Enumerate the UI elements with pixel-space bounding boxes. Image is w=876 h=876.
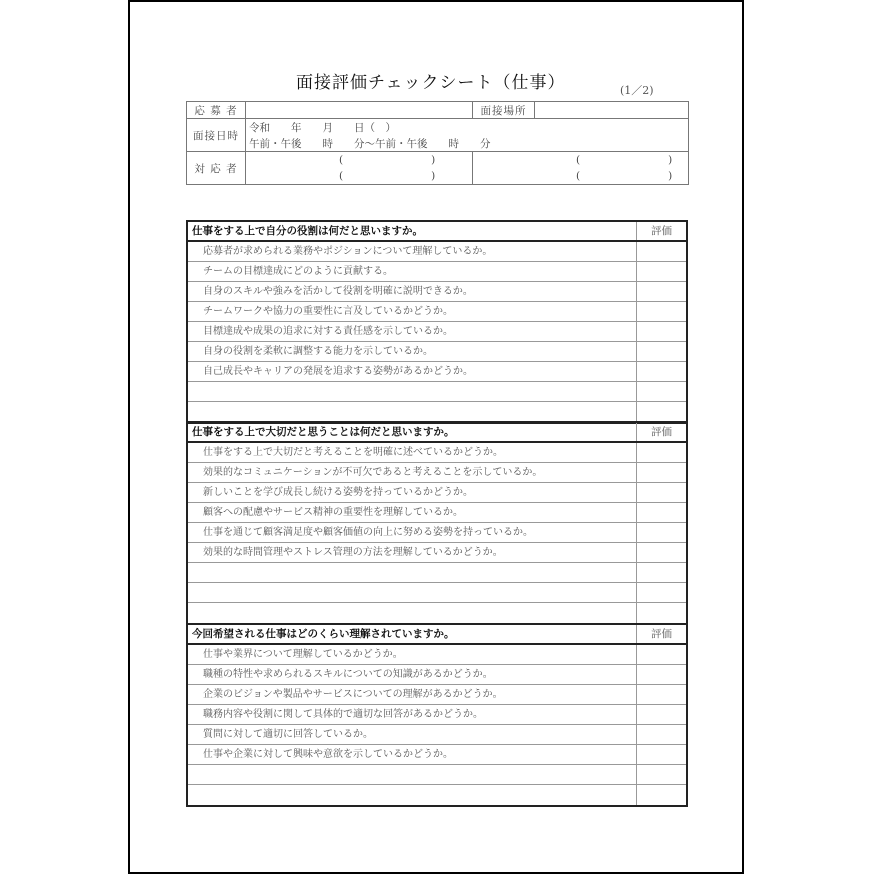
checklist-row	[188, 242, 686, 262]
checklist-row	[188, 765, 686, 785]
eval-cell[interactable]	[636, 382, 686, 401]
location-label: 面接場所	[473, 102, 535, 119]
interviewer-field-3[interactable]: ( )	[246, 168, 473, 185]
checklist-row	[188, 523, 686, 543]
section-role	[186, 220, 688, 424]
eval-column-header: 評価	[636, 625, 686, 643]
checklist-item-text	[188, 765, 636, 784]
checklist-row	[188, 382, 686, 402]
datetime-label: 面接日時	[187, 119, 246, 152]
checklist-item-text: 効果的なコミュニケーションが不可欠であると考えることを示しているか。	[203, 467, 543, 478]
eval-cell[interactable]	[636, 645, 686, 664]
applicant-field[interactable]	[246, 102, 473, 119]
checklist-row	[188, 402, 686, 422]
eval-cell[interactable]	[636, 603, 686, 623]
eval-cell[interactable]	[636, 262, 686, 281]
document-title: 面接評価チェックシート（仕事）	[296, 73, 566, 93]
checklist-item-text	[188, 583, 636, 602]
eval-cell[interactable]	[636, 342, 686, 361]
checklist-row	[188, 745, 686, 765]
eval-cell[interactable]	[636, 463, 686, 482]
checklist-row	[188, 282, 686, 302]
checklist-item-text: 自己成長やキャリアの発展を追求する姿勢があるかどうか。	[203, 366, 473, 377]
checklist-item-text: 職種の特性や求められるスキルについての知識があるかどうか。	[203, 669, 493, 680]
checklist-item-text: 仕事や企業に対して興味や意欲を示しているかどうか。	[203, 749, 453, 760]
eval-cell[interactable]	[636, 543, 686, 562]
checklist-row	[188, 563, 686, 583]
checklist-row	[188, 543, 686, 563]
checklist-item-text: 企業のビジョンや製品やサービスについての理解があるかどうか。	[203, 689, 503, 700]
checklist-row	[188, 645, 686, 665]
checklist-item-text: 効果的な時間管理やストレス管理の方法を理解しているかどうか。	[203, 547, 503, 558]
date-field[interactable]: 令和 年 月 日（ ）	[246, 119, 689, 136]
section-header	[188, 625, 686, 645]
eval-cell[interactable]	[636, 503, 686, 522]
section-header	[188, 222, 686, 242]
eval-cell[interactable]	[636, 583, 686, 602]
interviewer-field-4[interactable]: ( )	[473, 168, 689, 185]
checklist-item-text: 仕事を通じて顧客満足度や顧客価値の向上に努める姿勢を持っているか。	[203, 527, 533, 538]
checklist-row	[188, 302, 686, 322]
checklist-item-text: 仕事や業界について理解しているかどうか。	[203, 649, 403, 660]
eval-cell[interactable]	[636, 785, 686, 805]
eval-column-header: 評価	[636, 222, 686, 240]
eval-cell[interactable]	[636, 523, 686, 542]
checklist-item-text: 目標達成や成果の追求に対する責任感を示しているか。	[203, 326, 453, 337]
eval-cell[interactable]	[636, 302, 686, 321]
checklist-item-text	[188, 563, 636, 582]
checklist-item-text: 自身のスキルや強みを活かして役割を明確に説明できるか。	[203, 286, 473, 297]
checklist-item-text: 仕事をする上で大切だと考えることを明確に述べているかどうか。	[203, 447, 503, 458]
checklist-item-text: 自身の役割を柔軟に調整する能力を示しているか。	[203, 346, 433, 357]
checklist-item-text: 職務内容や役割に関して具体的で適切な回答があるかどうか。	[203, 709, 483, 720]
eval-cell[interactable]	[636, 685, 686, 704]
applicant-label: 応 募 者	[187, 102, 246, 119]
checklist-item-text	[188, 382, 636, 401]
eval-column-header: 評価	[636, 423, 686, 441]
checklist-row	[188, 342, 686, 362]
checklist-item-text	[188, 402, 636, 422]
eval-cell[interactable]	[636, 705, 686, 724]
eval-cell[interactable]	[636, 745, 686, 764]
eval-cell[interactable]	[636, 563, 686, 582]
eval-cell[interactable]	[636, 282, 686, 301]
interviewer-label: 対 応 者	[187, 152, 246, 185]
checklist-row	[188, 483, 686, 503]
eval-cell[interactable]	[636, 665, 686, 684]
checklist-item-text	[188, 603, 636, 623]
checklist-item-text: 応募者が求められる業務やポジションについて理解しているか。	[203, 246, 493, 257]
eval-cell[interactable]	[636, 765, 686, 784]
location-field[interactable]	[535, 102, 689, 119]
checklist-item-text: 質問に対して適切に回答しているか。	[203, 729, 373, 740]
checklist-row	[188, 463, 686, 483]
interview-info-table	[186, 101, 689, 185]
interviewer-field-1[interactable]: ( )	[246, 152, 473, 169]
eval-cell[interactable]	[636, 443, 686, 462]
checklist-row	[188, 362, 686, 382]
time-field[interactable]: 午前・午後 時 分〜午前・午後 時 分	[246, 135, 689, 152]
eval-cell[interactable]	[636, 362, 686, 381]
eval-cell[interactable]	[636, 725, 686, 744]
section-understanding	[186, 623, 688, 807]
section-question: 仕事をする上で大切だと思うことは何だと思いますか。	[192, 426, 455, 438]
checklist-row	[188, 322, 686, 342]
checklist-item-text: チームの目標達成にどのように貢献する。	[203, 266, 393, 277]
checklist-item-text	[188, 785, 636, 805]
checklist-row	[188, 725, 686, 745]
checklist-row	[188, 503, 686, 523]
section-header	[188, 423, 686, 443]
checklist-row	[188, 665, 686, 685]
eval-cell[interactable]	[636, 242, 686, 261]
checklist-row	[188, 603, 686, 623]
eval-cell[interactable]	[636, 322, 686, 341]
section-question: 仕事をする上で自分の役割は何だと思いますか。	[192, 225, 423, 237]
eval-cell[interactable]	[636, 402, 686, 422]
checklist-row	[188, 705, 686, 725]
checklist-item-text: 顧客への配慮やサービス精神の重要性を理解しているか。	[203, 507, 463, 518]
checklist-item-text: チームワークや協力の重要性に言及しているかどうか。	[203, 306, 453, 317]
eval-cell[interactable]	[636, 483, 686, 502]
section-question: 今回希望される仕事はどのくらい理解されていますか。	[192, 628, 455, 640]
checklist-item-text: 新しいことを学び成長し続ける姿勢を持っているかどうか。	[203, 487, 473, 498]
interviewer-field-2[interactable]: ( )	[473, 152, 689, 169]
checklist-row	[188, 443, 686, 463]
checklist-row	[188, 583, 686, 603]
section-important	[186, 421, 688, 625]
checklist-row	[188, 685, 686, 705]
page-number: (1／2)	[620, 84, 654, 97]
checklist-row	[188, 785, 686, 805]
checklist-row	[188, 262, 686, 282]
